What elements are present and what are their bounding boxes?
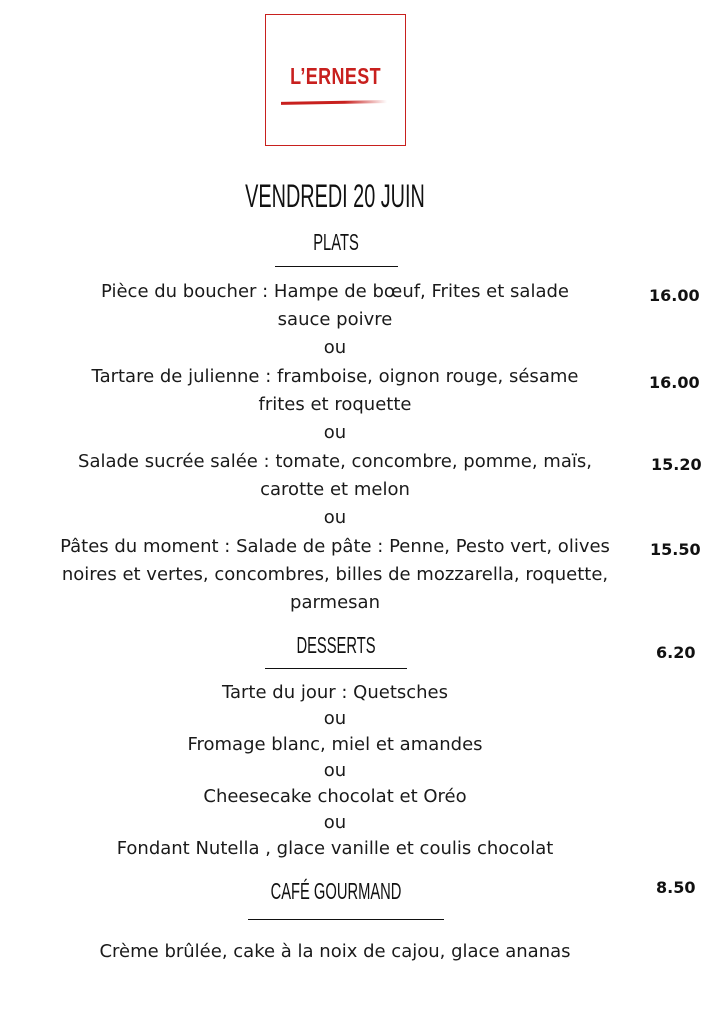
menu-line: parmesan <box>290 592 380 613</box>
menu-line: Pâtes du moment : Salade de pâte : Penne, Pesto vert, olives <box>60 536 610 557</box>
price-plat-2: 16.00 <box>649 373 700 392</box>
price-cafe-gourmand: 8.50 <box>656 878 696 897</box>
logo-underline <box>281 100 387 105</box>
price-plat-4: 15.50 <box>650 540 701 559</box>
menu-line-ou: ou <box>323 760 347 781</box>
section-heading-plats: PLATS <box>313 229 359 255</box>
section-divider-cafe-gourmand <box>248 919 444 920</box>
logo-text: L’ERNEST <box>290 63 381 89</box>
section-divider-desserts <box>265 668 407 669</box>
menu-line: carotte et melon <box>260 479 410 500</box>
price-plat-1: 16.00 <box>649 286 700 305</box>
menu-line: Pièce du boucher : Hampe de bœuf, Frites et salade <box>101 281 569 302</box>
restaurant-logo <box>265 14 406 146</box>
menu-line: Fondant Nutella , glace vanille et coulis chocolat <box>116 838 554 859</box>
menu-line: Fromage blanc, miel et amandes <box>187 734 483 755</box>
menu-line-ou: ou <box>323 812 347 833</box>
page-title: VENDREDI 20 JUIN <box>245 178 425 214</box>
menu-line: frites et roquette <box>258 394 412 415</box>
price-plat-3: 15.20 <box>651 455 702 474</box>
menu-line: Tarte du jour : Quetsches <box>221 682 449 703</box>
price-desserts: 6.20 <box>656 643 696 662</box>
menu-line: Crème brûlée, cake à la noix de cajou, glace ananas <box>99 941 571 962</box>
section-heading-desserts: DESSERTS <box>296 632 376 658</box>
menu-line: Salade sucrée salée : tomate, concombre, pomme, maïs, <box>78 451 592 472</box>
menu-line-ou: ou <box>323 507 347 528</box>
section-divider-plats <box>275 266 398 267</box>
menu-line-ou: ou <box>323 422 347 443</box>
menu-line-ou: ou <box>323 337 347 358</box>
section-heading-cafe-gourmand: CAFÉ GOURMAND <box>270 878 402 904</box>
menu-line: Cheesecake chocolat et Oréo <box>203 786 467 807</box>
menu-line: Tartare de julienne : framboise, oignon rouge, sésame <box>91 366 579 387</box>
menu-line-ou: ou <box>323 708 347 729</box>
menu-line: sauce poivre <box>277 309 393 330</box>
menu-line: noires et vertes, concombres, billes de mozzarella, roquette, <box>61 564 609 585</box>
